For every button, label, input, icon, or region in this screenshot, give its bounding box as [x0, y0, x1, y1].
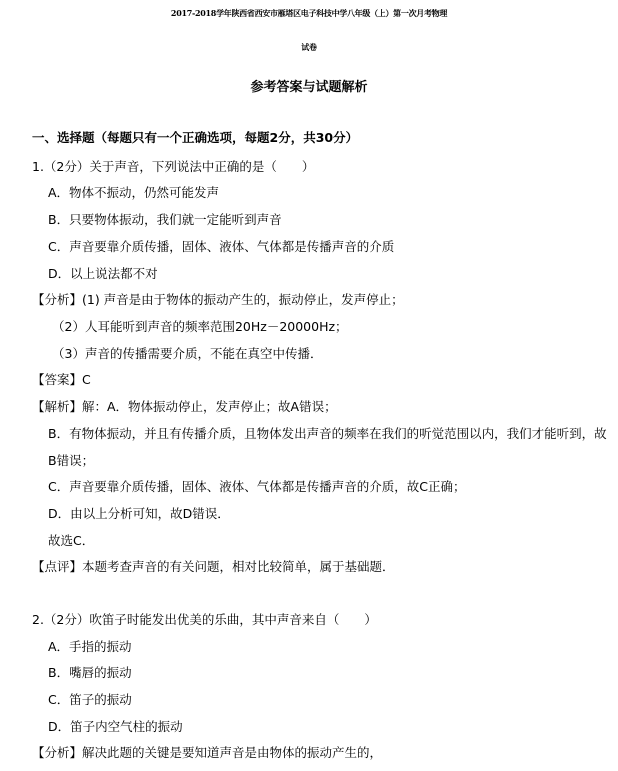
question-1-stem: 1.（2分）关于声音，下列说法中正确的是（ ） — [32, 159, 315, 174]
question-2-option-d: D．笛子内空气柱的振动 — [48, 719, 183, 734]
question-1-option-d: D．以上说法都不对 — [48, 266, 158, 281]
question-2-option-a: A．手指的振动 — [48, 639, 132, 654]
question-1-option-a: A．物体不振动，仍然可能发声 — [48, 185, 220, 200]
section-heading: 一、选择题（每题只有一个正确选项，每题2分，共30分） — [32, 130, 359, 145]
question-1-option-b: B．只要物体振动，我们就一定能听到声音 — [48, 212, 282, 227]
question-1-analysis-1: 【分析】(1) 声音是由于物体的振动产生的，振动停止，发声停止； — [32, 292, 404, 307]
question-1-solution-5: D．由以上分析可知，故D错误． — [48, 506, 230, 521]
question-1-solution-2: B．有物体振动，并且有传播介质，且物体发出声音的频率在我们的听觉范围以内，我们才能听到，故 — [48, 426, 607, 441]
question-1-solution-3: B错误； — [48, 453, 95, 468]
question-1-analysis-3: （3）声音的传播需要介质，不能在真空中传播． — [52, 346, 323, 361]
document-title-line-2: 试卷 — [301, 42, 317, 52]
question-1-analysis-2: （2）人耳能听到声音的频率范围20Hz－20000Hz； — [52, 319, 348, 334]
question-1-answer: 【答案】C — [32, 372, 91, 387]
question-1-solution-4: C．声音要靠介质传播，固体、液体、气体都是传播声音的介质，故C正确； — [48, 479, 466, 494]
question-1-option-c: C．声音要靠介质传播，固体、液体、气体都是传播声音的介质 — [48, 239, 395, 254]
question-2-stem: 2.（2分）吹笛子时能发出优美的乐曲，其中声音来自（ ） — [32, 612, 377, 627]
question-2-option-b: B．嘴唇的振动 — [48, 665, 132, 680]
question-2-option-c: C．笛子的振动 — [48, 692, 132, 707]
question-1-solution-6: 故选C． — [48, 533, 95, 548]
question-1-comment: 【点评】本题考查声音的有关问题，相对比较简单，属于基础题． — [32, 559, 395, 574]
question-2-analysis: 【分析】解决此题的关键是要知道声音是由物体的振动产生的， — [32, 745, 383, 760]
document-subtitle: 参考答案与试题解析 — [250, 80, 368, 95]
question-1-solution-1: 【解析】解：A．物体振动停止，发声停止；故A错误； — [32, 399, 337, 414]
document-title-line-1: 2017-2018学年陕西省西安市雁塔区电子科技中学八年级（上）第一次月考物理 — [170, 8, 448, 18]
